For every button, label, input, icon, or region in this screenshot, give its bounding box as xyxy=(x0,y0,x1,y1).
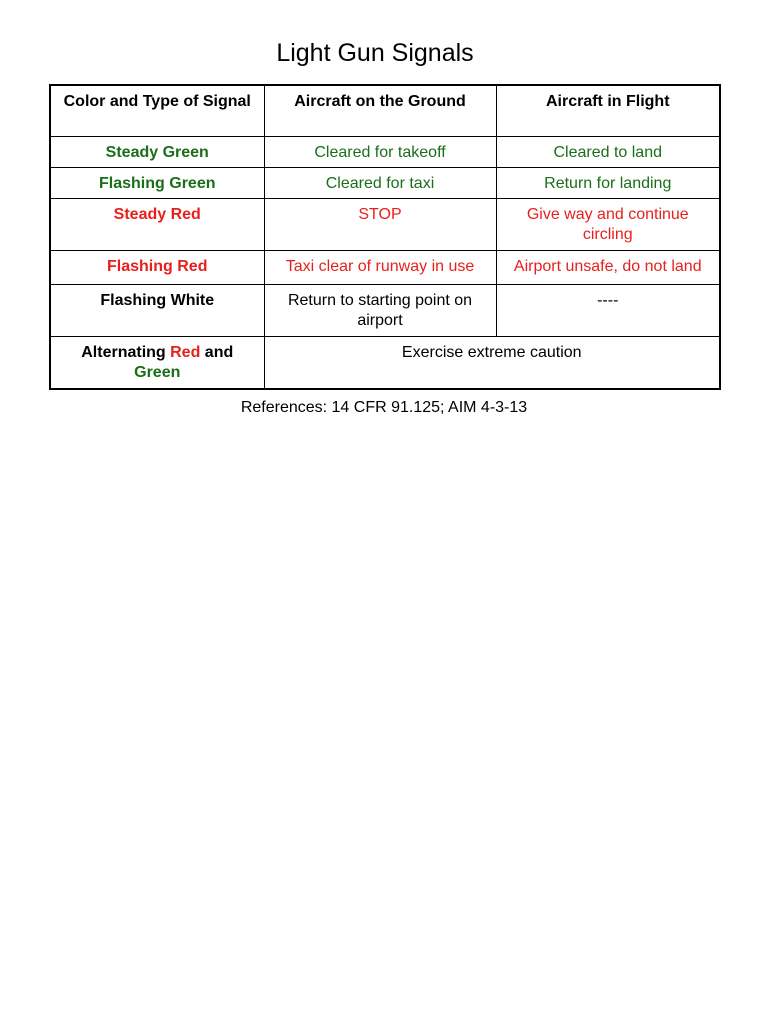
ground-cell: Return to starting point on airport xyxy=(264,285,496,337)
flight-cell: Cleared to land xyxy=(496,137,720,168)
signal-cell xyxy=(50,337,264,390)
table-row xyxy=(50,137,720,168)
ground-cell: Cleared for taxi xyxy=(264,168,496,199)
ground-cell: Cleared for takeoff xyxy=(264,137,496,168)
table-row xyxy=(50,199,720,251)
signal-cell: Steady Green xyxy=(50,137,264,168)
flight-cell: Return for landing xyxy=(496,168,720,199)
table-row xyxy=(50,168,720,199)
light-gun-signals-table xyxy=(49,84,721,390)
header-signal-type: Color and Type of Signal xyxy=(50,85,264,137)
combined-cell: Exercise extreme caution xyxy=(264,337,720,390)
ground-cell: STOP xyxy=(264,199,496,251)
signal-cell: Flashing White xyxy=(50,285,264,337)
ground-cell: Taxi clear of runway in use xyxy=(264,251,496,285)
signal-text-green: Green xyxy=(134,364,181,381)
table-row xyxy=(50,285,720,337)
signal-text-part: Alternating xyxy=(81,344,171,361)
signal-text-red: Red xyxy=(170,344,201,361)
flight-cell: ---- xyxy=(496,285,720,337)
table-row xyxy=(50,337,720,390)
signal-cell: Steady Red xyxy=(50,199,264,251)
table-header-row xyxy=(50,85,720,137)
signal-cell: Flashing Green xyxy=(50,168,264,199)
signal-cell: Flashing Red xyxy=(50,251,264,285)
header-aircraft-flight: Aircraft in Flight xyxy=(496,85,720,137)
page-title: Light Gun Signals xyxy=(276,39,474,67)
table-row xyxy=(50,251,720,285)
flight-cell: Airport unsafe, do not land xyxy=(496,251,720,285)
signal-text-part: and xyxy=(200,344,234,361)
references-note: References: 14 CFR 91.125; AIM 4-3-13 xyxy=(240,399,528,416)
header-aircraft-ground: Aircraft on the Ground xyxy=(264,85,496,137)
flight-cell: Give way and continue circling xyxy=(496,199,720,251)
